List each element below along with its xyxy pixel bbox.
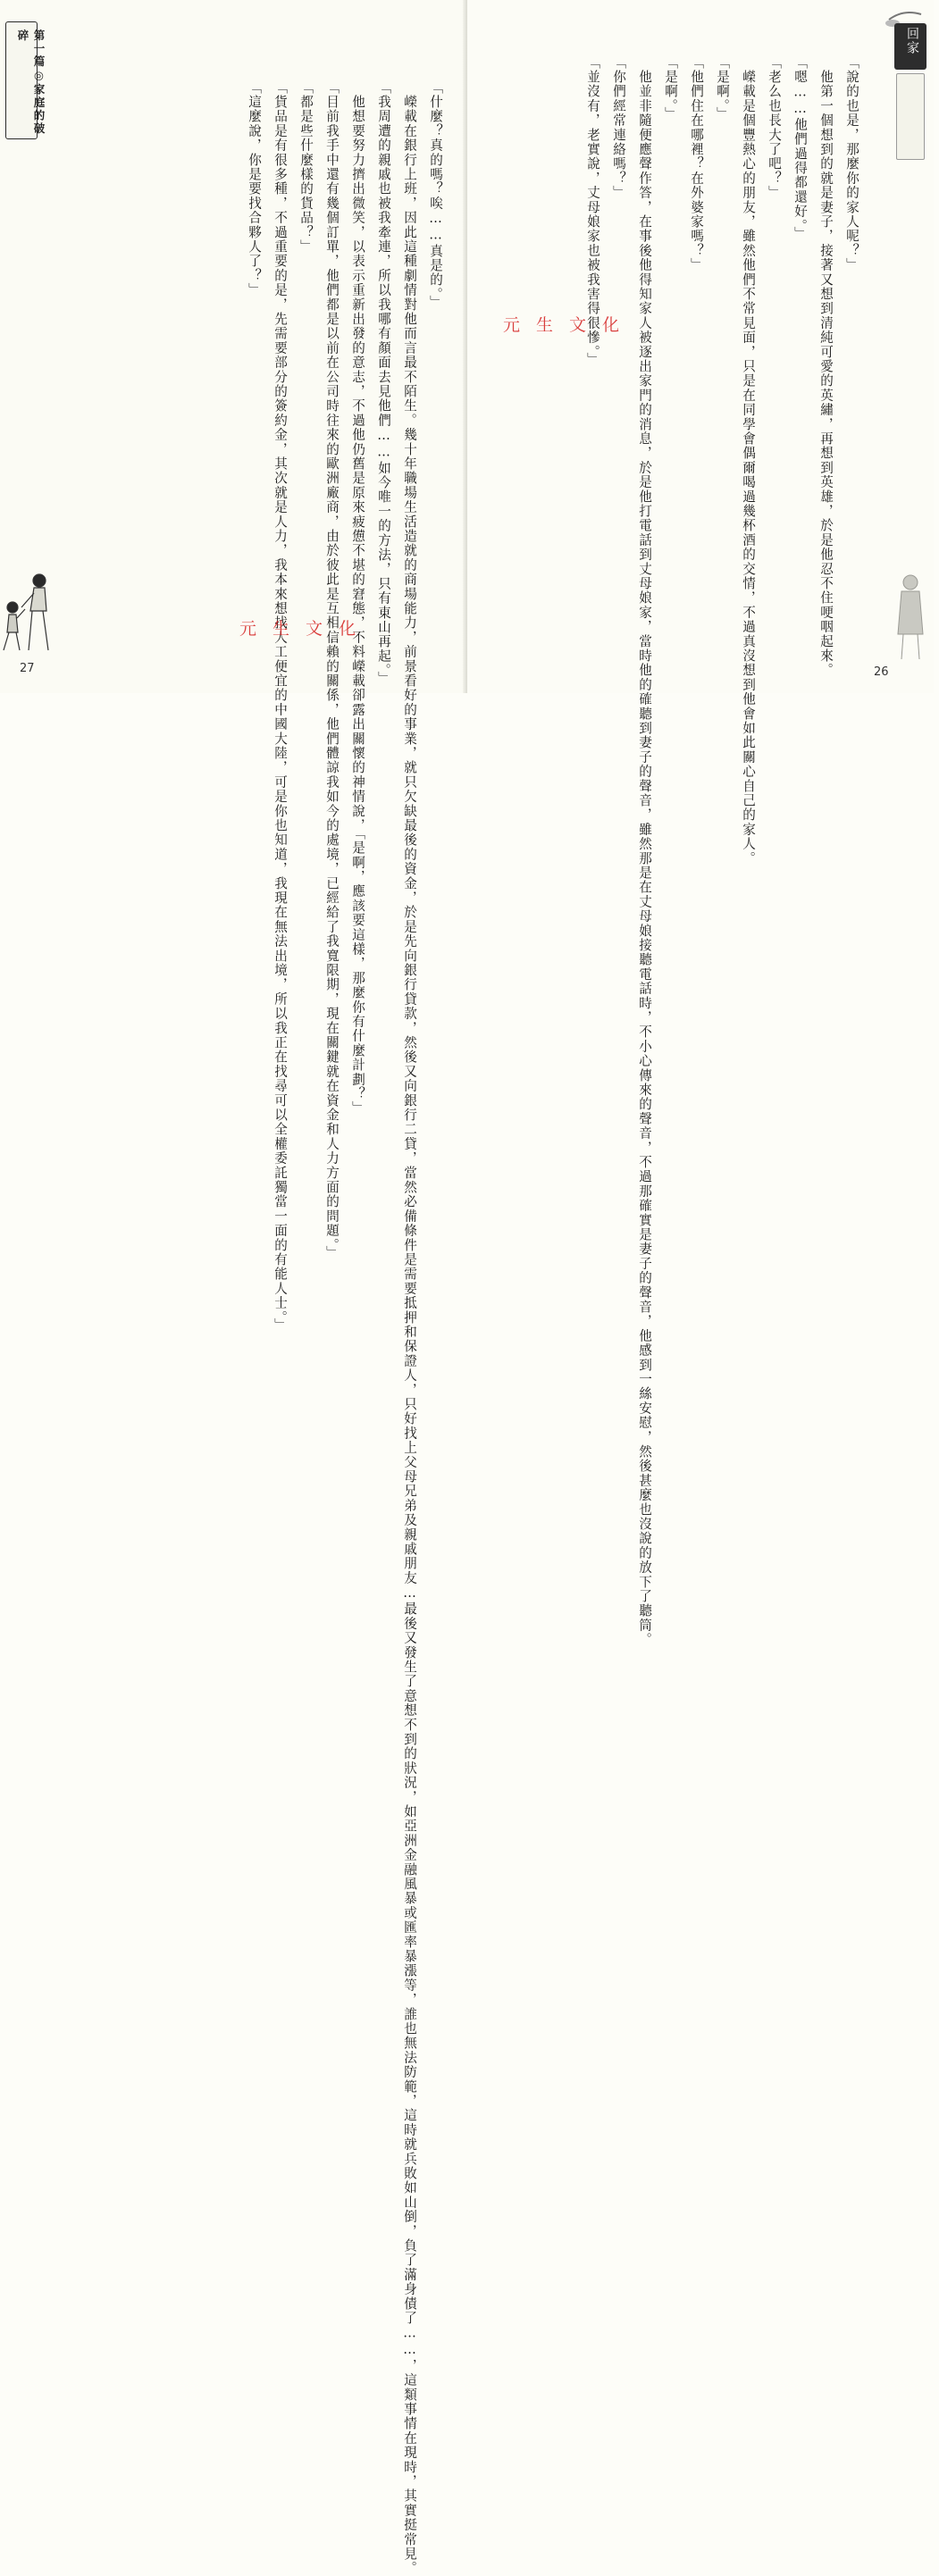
paragraph: 「並沒有，老實說，丈母娘家也被我害得很慘。」 [585,55,600,368]
paragraph: 「這麼說，你是要找合夥人了？」 [247,80,262,297]
section-tab [894,23,926,70]
paragraph: 「是啊。」 [663,55,678,121]
paragraph: 「我周遭的親戚也被我牽連，所以我哪有顏面去見他們……如今唯一的方法，只有東山再起。」 [376,80,391,686]
paragraph: 「你們經常連絡嗎？」 [611,55,626,200]
left-page [0,0,466,2576]
paragraph: 「都是些什麼樣的貨品？」 [298,80,314,255]
paragraph: 他第一個想到的就是妻子，接著又想到清純可愛的英繡，再想到英雄，於是他忍不住哽咽起來。 [818,55,834,678]
paragraph: 「他們住在哪裡？在外婆家嗎？」 [689,55,704,272]
right-body-text [494,55,865,1647]
paragraph: 「什麼？真的嗎？唉……真是的。」 [428,80,443,310]
chapter-tab [5,21,46,139]
page-number: 26 [874,665,889,679]
paragraph: 「貨品是有很多種，不過重要的是，先需要部分的簽約金，其次就是人力，我本來想找人工便宜的中國大陸，可是你也知道，我現在無法出境，所以我正在找尋可以全權委託獨當一面的有能人士。」 [272,80,288,1334]
children-illustration [0,568,63,657]
paragraph: 嶸載是個豐熱心的朋友，雖然他們不常見面，只是在同學會偶爾喝過幾杯酒的交情，不過真沒想到他會如此關心自己的家人。 [741,55,756,866]
page-number: 27 [20,662,35,675]
watermark: 元生文化 [239,619,373,639]
left-body-text [59,80,449,2576]
paragraph: 他並非隨便應聲作答，在事後他得知家人被逐出家門的消息，於是他打電話到丈母娘家，當時他的確聽到妻子的聲音，雖然那是在丈母娘接聽電話時，不小心傳來的聲音，不過那確實是妻子的聲音，他感到一絲安慰，然後甚麼也沒說的放下了聽筒。 [637,55,652,1647]
paragraph: 他想要努力擠出微笑，以表示重新出發的意志，不過他仍舊是原來疲憊不堪的窘態，不料嶸載卻露出關懷的神情說，「是啊，應該要這樣，那麼你有什麼計劃？」 [350,80,365,1117]
woman-figure-illustration [887,572,934,661]
paragraph: 「說的也是，那麼你的家人呢？」 [844,55,859,272]
section-tab-label: 回家 [905,27,919,55]
section-tab-decoration [896,73,925,160]
right-page [467,0,934,1647]
paragraph: 嶸載在銀行上班，因此這種劇情對他而言最不陌生。幾十年職場生活造就的商場能力，前景看好的事業，就只欠缺最後的資金，於是先向銀行貸款，然後又向銀行二貸，當然必備條件是需要抵押和保證人，只好找上父母兄弟及親戚朋友…最後又發生了意想不到的狀況，如亞洲金融風暴或匯率暴漲等，誰也無法防範，這時就兵敗如山倒，負了滿身債了……，這類事情在現時，其實挺常見。 [402,80,417,2576]
paragraph: 「目前我手中還有幾個訂單，他們都是以前在公司時往來的歐洲廠商，由於彼此是互相信賴的關係，他們體諒我如今的處境，已經給了我寬限期，現在關鍵就在資金和人力方面的問題。」 [324,80,340,1261]
chapter-label: 第一篇◎家庭的破碎 [16,29,46,136]
paragraph: 「是啊。」 [715,55,730,121]
paragraph: 「嗯……他們過得都還好。」 [792,55,808,242]
watermark: 元生文化 [503,315,636,335]
paragraph: 「老么也長大了吧？」 [767,55,782,200]
